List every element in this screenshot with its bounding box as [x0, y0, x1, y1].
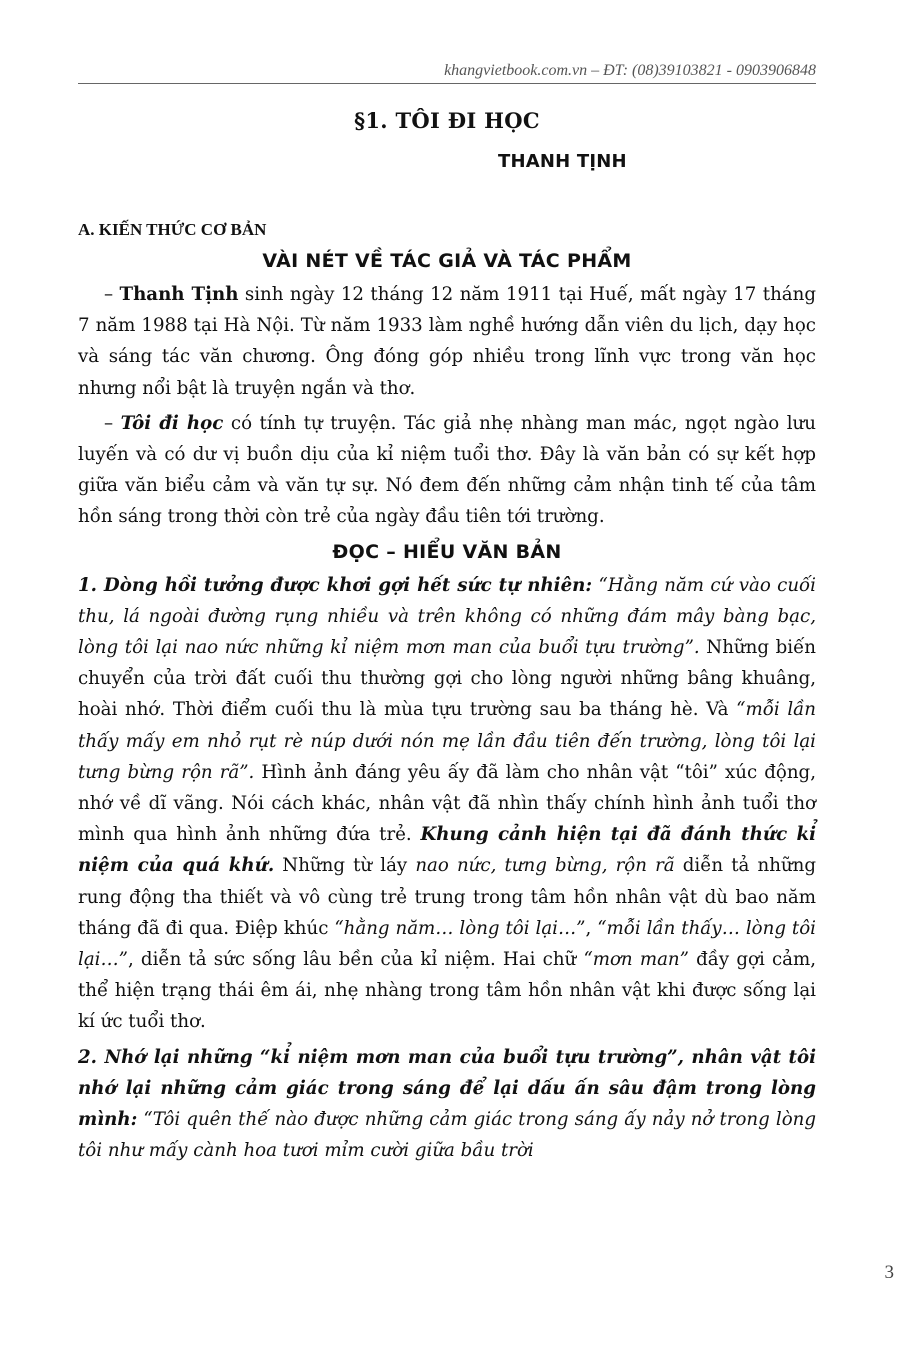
reading-point-1: [78, 570, 816, 1038]
point1-lead: 1. Dòng hồi tưởng được khơi gợi hết sức tự nhiên:: [78, 574, 593, 596]
point1-text2: Hình ảnh đáng yêu ấy đã làm cho nhân vật “tôi” xúc động, nhớ về dĩ vãng. Nói cách khác, nhân vật đã nhìn thấy chính hình ảnh tuổi thơ mình qua hình ảnh những đứa trẻ.: [78, 761, 816, 846]
reading-heading: ĐỌC – HIỂU VĂN BẢN: [332, 540, 562, 563]
section-a-heading: A. KIẾN THỨC CƠ BẢN: [78, 220, 267, 239]
point1-text5: , diễn tả sức sống lâu bền của kỉ niệm. Hai chữ: [127, 949, 584, 971]
about-paragraph-author: [78, 279, 816, 404]
point1-text4: diễn tả những rung động tha thiết và vô cùng trẻ trung trong tâm hồn nhân vật dù bao năm tháng đã đi qua. Điệp khúc: [78, 855, 817, 939]
point1-quote2: “mỗi lần thấy mấy em nhỏ rụt rè núp dưới nón mẹ lần đầu tiên đến trường, lòng tôi lại tưng bừng rộn rã”.: [78, 699, 816, 783]
point2-lead: 2. Nhớ lại những “kỉ niệm mơn man của buổi tựu trường”, nhân vật tôi nhớ lại những cảm giác trong sáng để lại dấu ấn sâu đậm trong lòng mình:: [78, 1046, 816, 1131]
dash: –: [104, 412, 121, 434]
point1-emphasis: Khung cảnh hiện tại đã đánh thức kỉ niệm của quá khứ.: [78, 824, 816, 877]
work-title: Tôi đi học: [120, 412, 224, 434]
about-author-text: sinh ngày 12 tháng 12 năm 1911 tại Huế, mất ngày 17 tháng 7 năm 1988 tại Hà Nội. Từ năm 1933 làm nghề hướng dẫn viên du lịch, dạy học và sáng tác văn chương. Ông đóng góp nhiều trong lĩnh vực trong văn học nhưng nổi bật là truyện ngắn và thơ.: [78, 284, 816, 399]
about-work-text: có tính tự truyện. Tác giả nhẹ nhàng man mác, ngọt ngào lưu luyến và có dư vị buồn dịu của kỉ niệm tuổi thơ. Đây là văn bản có sự kết hợp giữa văn biểu cảm và văn tự sự. Nó đem đến những cảm nhận tinh tế của tâm hồn sáng trong thời còn trẻ của ngày đầu tiên tới trường.: [78, 412, 816, 528]
point1-refrain2: “mỗi lần thấy… lòng tôi lại…”: [78, 917, 816, 971]
document-page: [78, 0, 894, 1354]
author-bold-name: Thanh Tịnh: [119, 284, 239, 305]
point1-text6: đầy gợi cảm, thể hiện trạng thái êm ái, nhẹ nhàng trong tâm hồn nhân vật khi được sống lại kí ức tuổi thơ.: [78, 949, 817, 1033]
header-contact: khangvietbook.com.vn – ĐT: (08)39103821 - 0903906848: [78, 62, 816, 84]
dash: –: [104, 284, 120, 305]
point1-text1: Những biến chuyển của trời đất cuối thu thường gợi cho lòng người những bâng khuâng, hoài nhớ. Thời điểm cuối thu là mùa tựu trường sau ba tháng hè. Và: [78, 637, 817, 721]
about-paragraph-work: [78, 408, 816, 533]
point1-refrain1: “hằng năm… lòng tôi lại…”: [334, 917, 586, 939]
reading-point-2: [78, 1042, 816, 1167]
main-content: [78, 216, 816, 1170]
point2-quote: “Tôi quên thế nào được những cảm giác trong sáng ấy nảy nở trong lòng tôi như mấy cành hoa tươi mỉm cười giữa bầu trời: [78, 1109, 816, 1162]
point1-text3: Những từ láy: [274, 855, 416, 877]
point1-monman: “mơn man”: [583, 949, 689, 971]
author-name: THANH TỊNH: [498, 151, 627, 172]
lesson-title: §1. TÔI ĐI HỌC: [354, 108, 540, 133]
point1-comma: ,: [585, 917, 598, 939]
point1-reduplicatives: nao nức, tưng bừng, rộn rã: [415, 855, 675, 877]
about-heading: VÀI NÉT VỀ TÁC GIẢ VÀ TÁC PHẨM: [262, 250, 632, 272]
page-number: 3: [884, 1262, 894, 1283]
point1-quote1: “Hằng năm cứ vào cuối thu, lá ngoài đường rụng nhiều và trên không có những đám mây bàng bạc, lòng tôi lại nao nức những kỉ niệm mơn man của buổi tựu trường”.: [78, 574, 816, 659]
